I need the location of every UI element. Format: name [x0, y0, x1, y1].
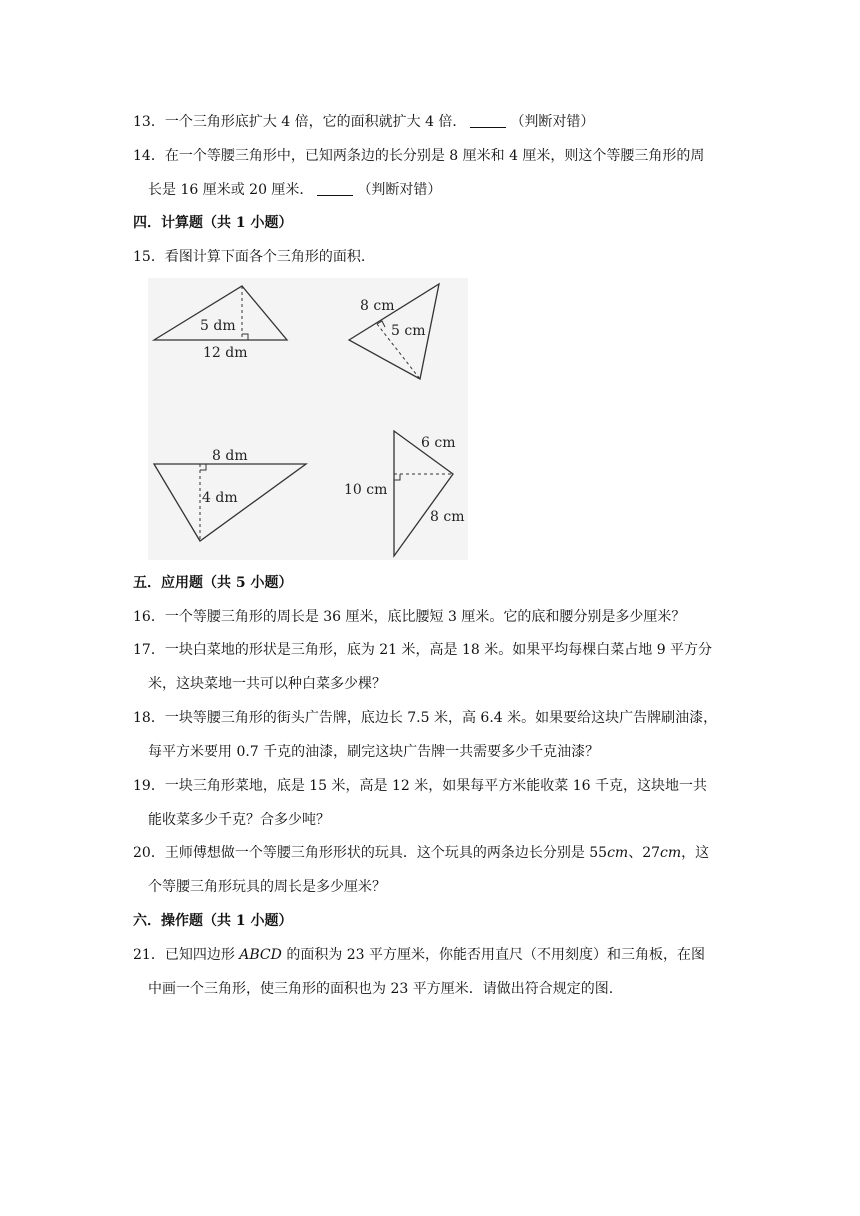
question-20-line-1: 20．王师傅想做一个等腰三角形形状的玩具．这个玩具的两条边长分别是 55cm、27cm，这 [133, 845, 710, 861]
question-20-line-2: 个等腰三角形玩具的周长是多少厘米？ [148, 879, 386, 895]
triangle-1-base-label: 12 dm [203, 345, 248, 361]
question-18-line-2: 每平方米要用 0.7 千克的油漆，刷完这块广告牌一共需要多少千克油漆？ [148, 744, 600, 760]
section-heading-application: 五．应用题（共 5 小题） [133, 575, 293, 591]
triangle-4-left-label: 10 cm [344, 482, 388, 498]
question-14-line-2: 长是 16 厘米或 20 厘米． （判断对错） [148, 182, 442, 198]
question-16: 16．一个等腰三角形的周长是 36 厘米，底比腰短 3 厘米。它的底和腰分别是多少厘米？ [133, 609, 686, 625]
triangle-4-top-label: 6 cm [421, 435, 456, 451]
triangle-2 [349, 284, 439, 379]
triangle-2-height-label: 5 cm [391, 323, 426, 339]
question-21-line-1: 21．已知四边形 ABCD 的面积为 23 平方厘米，你能否用直尺（不用刻度）和三角板，在图 [133, 947, 706, 963]
triangles-diagram [148, 278, 468, 560]
question-21-line-2: 中画一个三角形，使三角形的面积也为 23 平方厘米．请做出符合规定的图. [148, 981, 614, 997]
triangle-3-height-label: 4 dm [202, 490, 238, 506]
question-18-line-1: 18．一块等腰三角形的街头广告牌，底边长 7.5 米，高 6.4 米。如果要给这块广告牌刷油漆， [133, 710, 718, 726]
question-17-line-1: 17．一块白菜地的形状是三角形，底为 21 米，高是 18 米。如果平均每棵白菜占地 9 平方分 [133, 642, 713, 658]
question-19-line-2: 能收菜多少千克？合多少吨？ [148, 812, 330, 828]
question-19-line-1: 19．一块三角形菜地，底是 15 米，高是 12 米，如果每平方米能收菜 16 千克，这块地一共 [133, 778, 707, 794]
triangle-3 [154, 448, 306, 541]
triangle-4 [344, 431, 464, 556]
triangle-3-base-label: 8 dm [212, 448, 248, 464]
answer-blank[interactable] [470, 113, 506, 128]
question-13: 13．一个三角形底扩大 4 倍，它的面积就扩大 4 倍． （判断对错） [133, 114, 595, 130]
section-heading-operation: 六．操作题（共 1 小题） [133, 913, 293, 929]
question-17-line-2: 米，这块菜地一共可以种白菜多少棵？ [148, 676, 386, 692]
triangle-4-bottom-label: 8 cm [430, 509, 465, 525]
triangle-1-height-label: 5 dm [200, 318, 236, 334]
triangle-2-side-label: 8 cm [360, 298, 395, 314]
question-15: 15．看图计算下面各个三角形的面积. [133, 249, 366, 265]
triangles-figure [148, 278, 468, 560]
question-14-line-1: 14．在一个等腰三角形中，已知两条边的长分别是 8 厘米和 4 厘米，则这个等腰三角形的周 [133, 148, 705, 164]
triangle-1 [154, 286, 287, 361]
section-heading-calculation: 四．计算题（共 1 小题） [133, 215, 293, 231]
answer-blank[interactable] [317, 181, 353, 196]
